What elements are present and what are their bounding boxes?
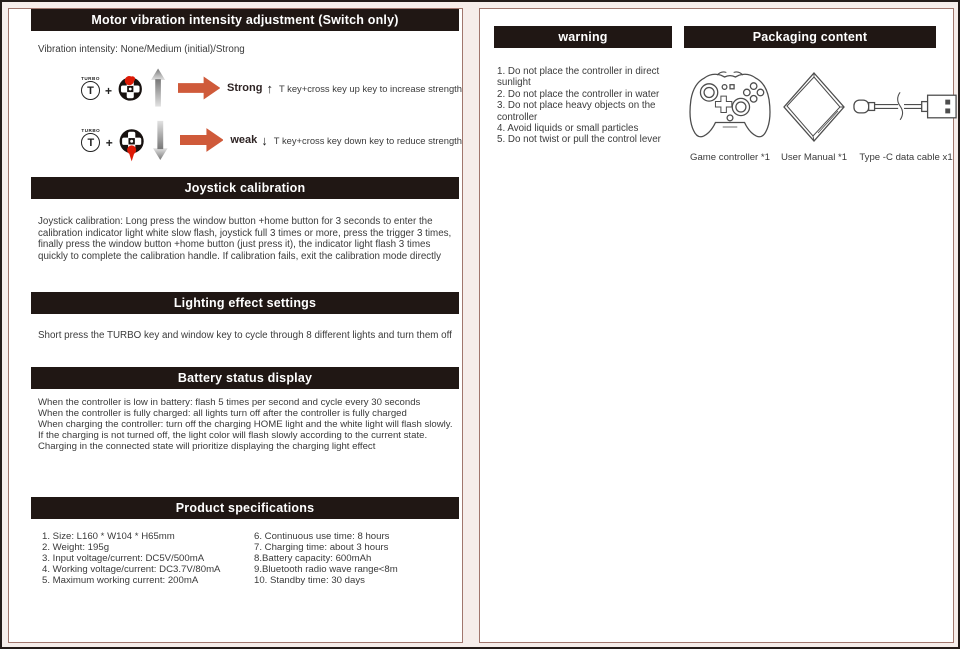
spec-item: 10. Standby time: 30 days: [254, 574, 365, 586]
spec-item: 8.Battery capacity: 600mAh: [254, 552, 372, 564]
packaging-item-cable: [852, 66, 960, 163]
battery-status-lines: [38, 398, 456, 452]
section-header-product-specifications: Product specifications: [31, 497, 459, 519]
battery-status-line: If the charging is not turned off, the light color will flash slowly according to the current state.: [38, 429, 428, 441]
spec-item: 9.Bluetooth radio wave range<8m: [254, 563, 398, 575]
specs-column-left: [42, 532, 254, 586]
section-header-battery-status: Battery status display: [31, 367, 459, 389]
vibration-intensity-note: Vibration intensity: None/Medium (initial)/Strong: [38, 44, 245, 55]
strength-label: weak: [230, 134, 258, 146]
gray-up-arrow-icon: [151, 66, 165, 110]
plus-sign: +: [105, 136, 113, 150]
strength-label: Strong: [227, 82, 263, 94]
battery-status-line: When charging the controller: turn off the charging HOME light and the white light will flash slowly.: [38, 418, 453, 430]
turbo-key-icon: [79, 76, 102, 100]
strength-description: T key+cross key down key to reduce strength: [273, 134, 462, 146]
packaging-item-manual: [778, 66, 850, 163]
left-page-panel: [8, 8, 463, 643]
specs-column-right: [254, 532, 398, 586]
packaging-item-controller: [684, 66, 776, 163]
turbo-key-icon: [79, 128, 103, 152]
game-controller-icon: [684, 67, 776, 147]
turbo-key-caption: TURBO: [81, 76, 100, 81]
warning-item: 4. Avoid liquids or small particles: [497, 123, 639, 135]
plus-sign: +: [104, 84, 112, 98]
user-manual-icon: [778, 67, 850, 147]
up-arrow-glyph: ↑: [266, 80, 273, 96]
packaging-item-label: User Manual *1: [780, 152, 848, 163]
section-header-warning: warning: [494, 26, 672, 48]
warning-item: 3. Do not place heavy objects on the controller: [497, 100, 656, 123]
section-header-motor-vibration: Motor vibration intensity adjustment (Switch only): [31, 9, 459, 31]
gray-down-arrow-icon: [153, 118, 168, 162]
spec-item: 2. Weight: 195g: [42, 542, 110, 554]
battery-status-line: Charging in the connected state will prioritize displaying the charging light effect: [38, 440, 376, 452]
vibration-row-strong: [79, 65, 462, 111]
packaging-item-label: Type -C data cable x1: [859, 152, 953, 163]
right-page-panel: [479, 8, 954, 643]
spec-item: 1. Size: L160 * W104 * H65mm: [42, 531, 175, 543]
dpad-down-icon: [118, 124, 145, 164]
section-header-joystick-calibration: Joystick calibration: [31, 177, 459, 199]
turbo-t-button: T: [81, 133, 100, 152]
packaging-items: [684, 66, 953, 163]
turbo-key-caption: TURBO: [81, 128, 101, 133]
vibration-row-weak: [79, 115, 462, 165]
orange-arrow-icon: [178, 75, 220, 101]
type-c-cable-icon: [852, 84, 960, 130]
joystick-calibration-text: Joystick calibration: Long press the window button +home button for 3 seconds to enter the calibration indicator light white slow flash, joystick full 3 times or more, press the trigger 3 times, finally press the window button +home button (just press it), the indicator light flash 3 times quickly to complete the calibration handle. If calibration fails, exit the calibration mode directly: [38, 216, 452, 262]
warning-section: [494, 26, 672, 163]
packaging-item-label: Game controller *1: [690, 152, 770, 163]
spec-item: 3. Input voltage/current: DC5V/500mA: [42, 552, 205, 564]
spec-item: 5. Maximum working current: 200mA: [42, 574, 199, 586]
warning-item: 2. Do not place the controller in water: [497, 88, 660, 100]
spec-item: 6. Continuous use time: 8 hours: [254, 531, 390, 543]
packaging-section: [684, 26, 953, 163]
warning-item: 5. Do not twist or pull the control lever: [497, 134, 661, 146]
warning-item: 1. Do not place the controller in direct sunlight: [497, 66, 660, 89]
section-header-lighting-effect: Lighting effect settings: [31, 292, 459, 314]
battery-status-line: When the controller is fully charged: all lights turn off after the controller is fully charged: [38, 408, 407, 420]
section-header-packaging-content: Packaging content: [684, 26, 936, 48]
warning-list: [494, 66, 672, 146]
dpad-up-icon: [117, 72, 144, 106]
down-arrow-glyph: ↓: [261, 132, 268, 148]
product-specifications: [42, 532, 462, 586]
battery-status-line: When the controller is low in battery: flash 5 times per second and cycle every 30 seconds: [38, 397, 421, 409]
strength-description: T key+cross key up key to increase strength: [278, 82, 462, 94]
spec-item: 4. Working voltage/current: DC3.7V/80mA: [42, 563, 221, 575]
turbo-t-button: T: [81, 81, 100, 100]
orange-arrow-icon: [180, 127, 224, 153]
spec-item: 7. Charging time: about 3 hours: [254, 542, 389, 554]
lighting-effect-text: Short press the TURBO key and window key to cycle through 8 different lights and turn them off: [38, 330, 452, 342]
